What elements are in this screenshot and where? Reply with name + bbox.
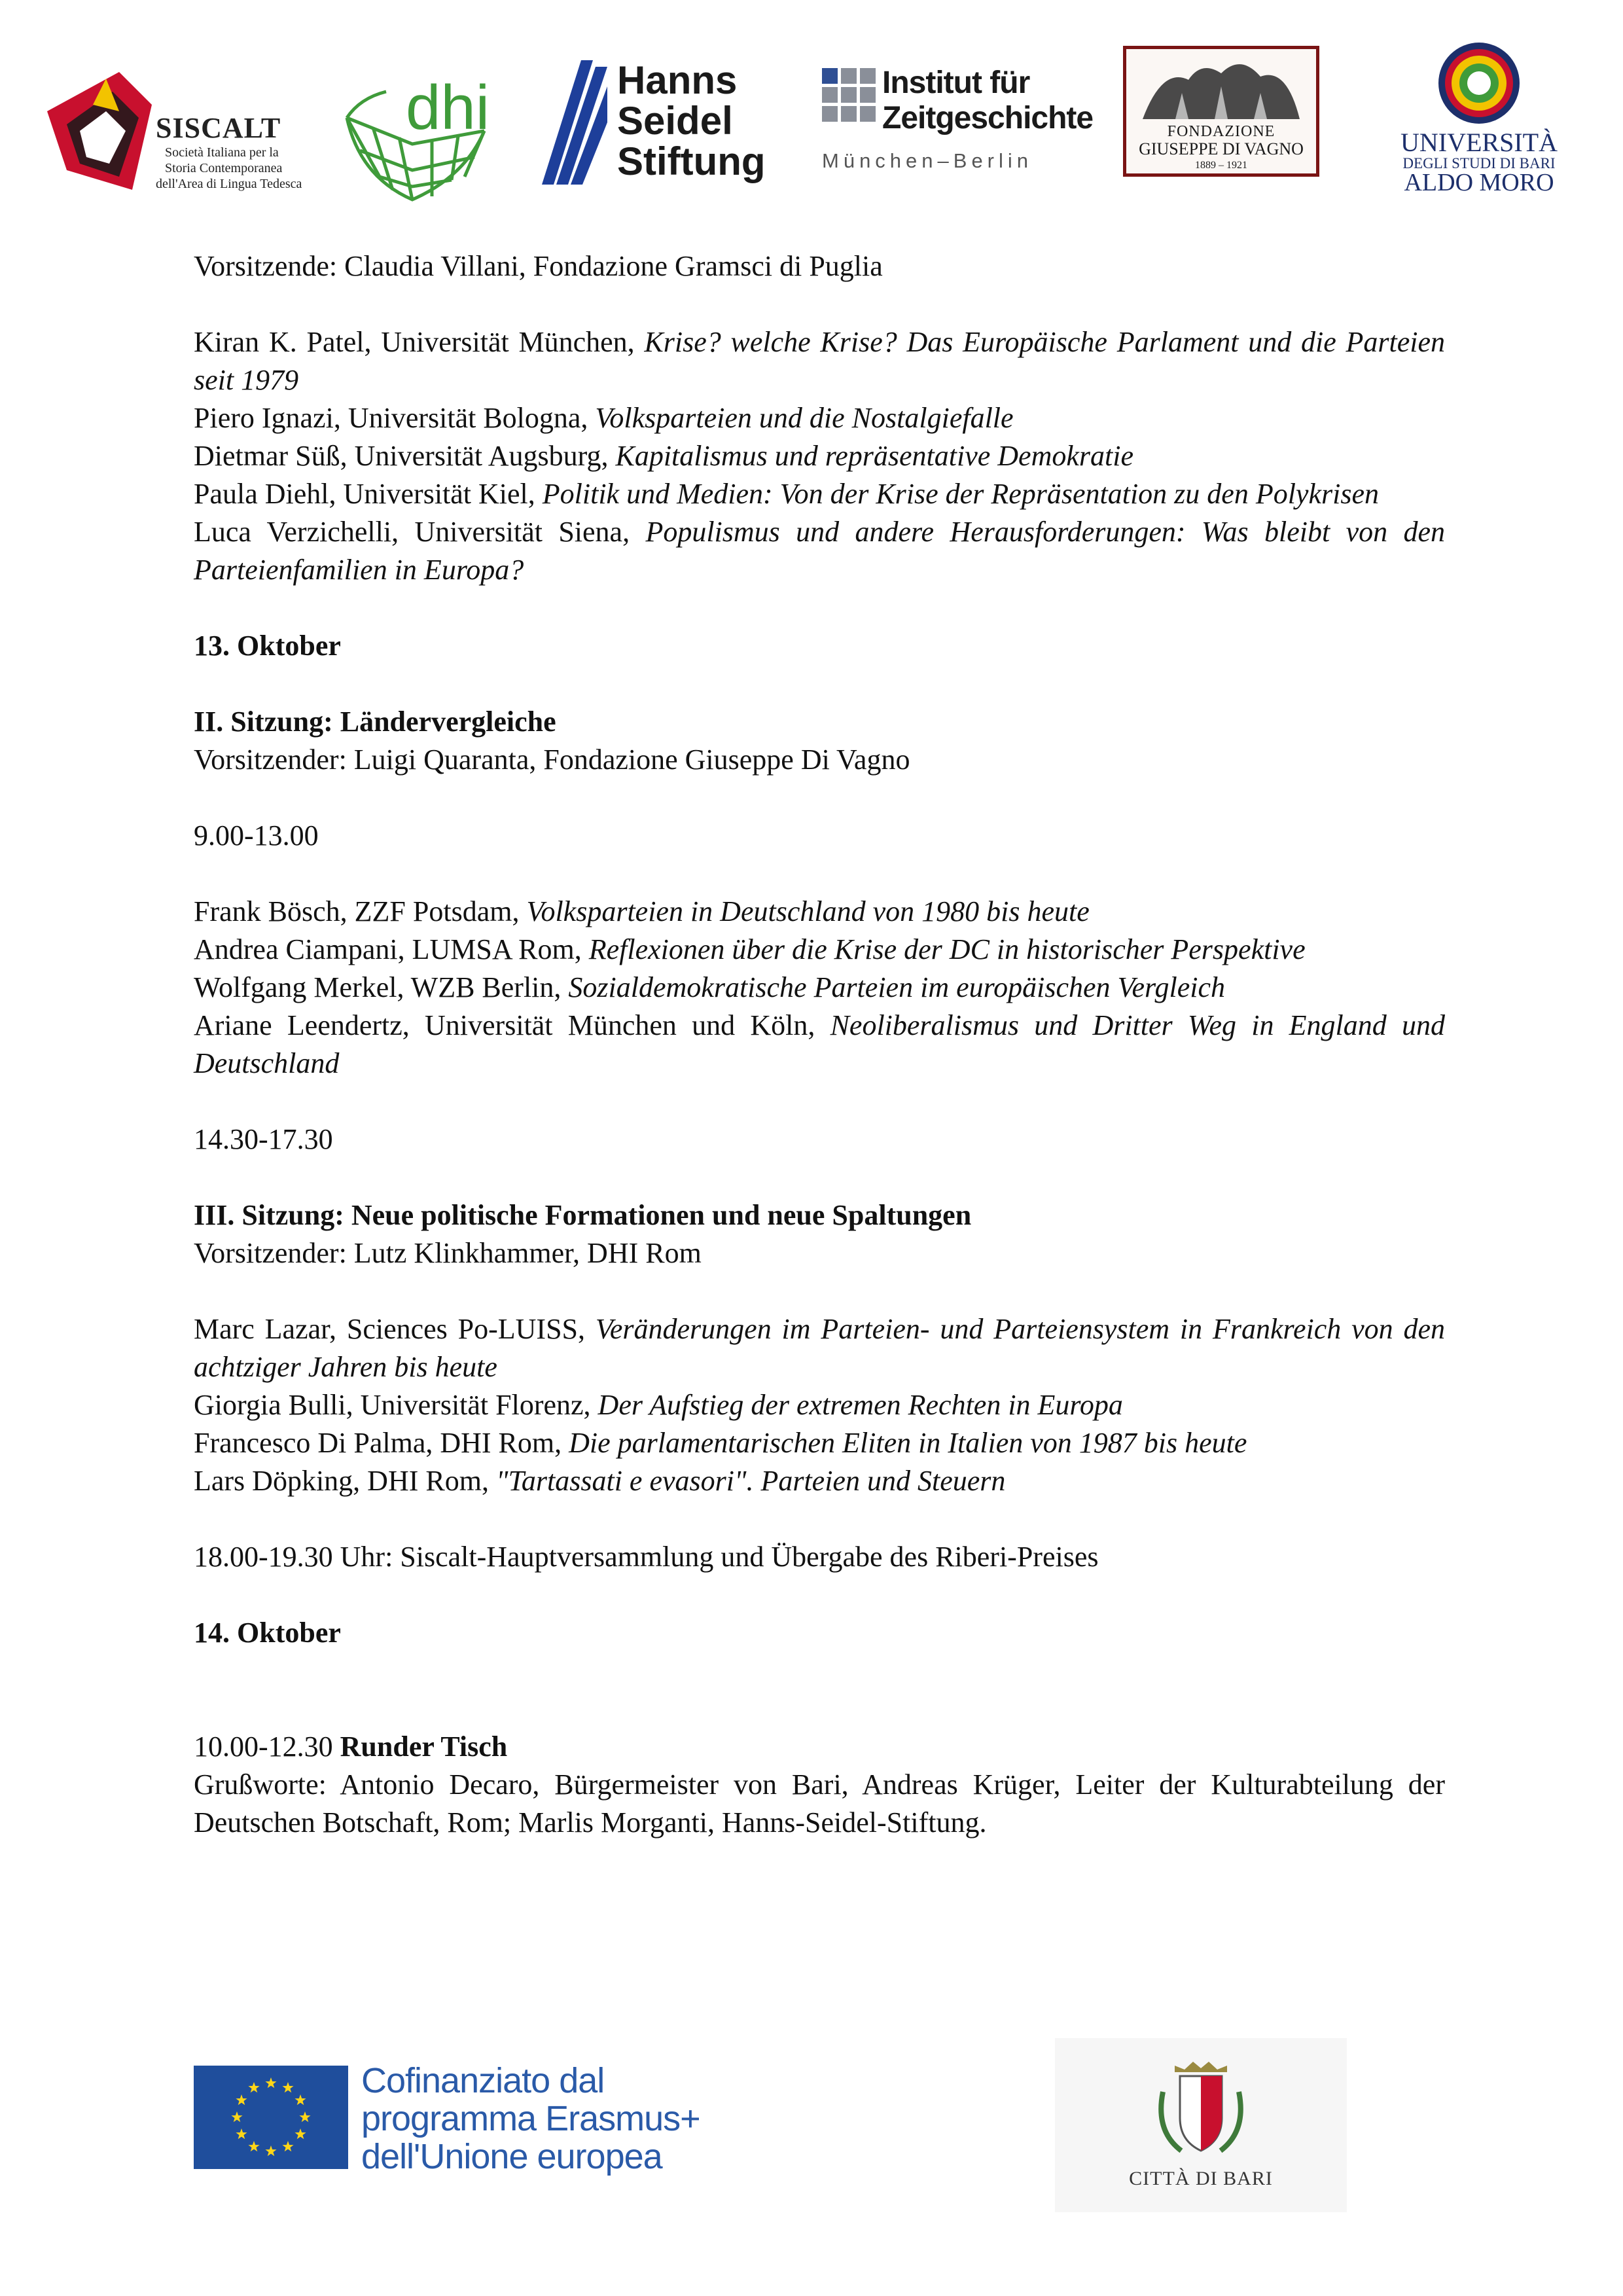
siscalt-subtitle-3: dell'Area di Lingua Tedesca bbox=[156, 177, 302, 191]
talk-entry bbox=[194, 1310, 1445, 1386]
talk-entry bbox=[194, 893, 1445, 931]
uniba-line-3: ALDO MORO bbox=[1404, 169, 1554, 196]
talk-entry bbox=[194, 437, 1445, 475]
talk-title: Reflexionen über die Krise der DC in historischer Perspektive bbox=[588, 933, 1306, 965]
erasmus-line-3: dell'Unione europea bbox=[361, 2137, 662, 2176]
session-1-talks bbox=[194, 323, 1445, 589]
talk-title: "Tartassati e evasori". Parteien und Steuern bbox=[495, 1465, 1006, 1497]
session-3-chair: Vorsitzender: Lutz Klinkhammer, DHI Rom bbox=[194, 1237, 702, 1269]
talk-title: Neoliberalismus und Dritter Weg in England und Deutschland bbox=[194, 1009, 1445, 1079]
session-2-heading: II. Sitzung: Ländervergleiche bbox=[194, 706, 556, 738]
roundtable-line bbox=[194, 1728, 1445, 1766]
bari-label: CITTÀ DI BARI bbox=[1129, 2168, 1273, 2189]
siscalt-subtitle-1: Società Italiana per la bbox=[165, 145, 279, 160]
session-1-chair: Vorsitzende: Claudia Villani, Fondazione Gramsci di Puglia bbox=[194, 250, 883, 282]
hss-line-1: Hanns bbox=[617, 58, 738, 102]
talk-title: Volksparteien und die Nostalgiefalle bbox=[595, 402, 1014, 434]
erasmus-line-2: programma Erasmus+ bbox=[361, 2099, 700, 2138]
talk-title: Politik und Medien: Von der Krise der Repräsentation zu den Polykrisen bbox=[542, 478, 1379, 510]
talk-title: Die parlamentarischen Eliten in Italien von 1987 bis heute bbox=[569, 1427, 1247, 1459]
roundtable-heading: Runder Tisch bbox=[340, 1731, 508, 1763]
talk-speaker: Francesco Di Palma, DHI Rom, bbox=[194, 1427, 569, 1459]
session-2-talks bbox=[194, 893, 1445, 1083]
talk-speaker: Wolfgang Merkel, WZB Berlin, bbox=[194, 971, 569, 1003]
hss-line-2: Seidel bbox=[617, 99, 733, 143]
dhi-logo bbox=[334, 72, 497, 203]
ifz-line-2: Zeitgeschichte bbox=[882, 101, 1094, 135]
vagno-line-1: FONDAZIONE bbox=[1167, 123, 1275, 140]
talk-entry bbox=[194, 1386, 1445, 1424]
uniba-logo bbox=[1381, 41, 1577, 196]
hss-line-3: Stiftung bbox=[617, 139, 766, 183]
session-3-time: 14.30-17.30 bbox=[194, 1123, 333, 1155]
ifz-line-1: Institut für bbox=[882, 65, 1030, 100]
talk-title: Volksparteien in Deutschland von 1980 bis heute bbox=[526, 895, 1090, 927]
vagno-logo bbox=[1123, 46, 1326, 183]
talk-entry bbox=[194, 969, 1445, 1007]
ifz-grid-icon bbox=[822, 68, 876, 137]
siscalt-name: SISCALT bbox=[156, 112, 281, 144]
siscalt-subtitle-2: Storia Contemporanea bbox=[165, 161, 283, 175]
talk-entry bbox=[194, 323, 1445, 399]
talk-title: Veränderungen im Parteien- und Parteiensystem in Frankreich von den achtziger Jahren bis heute bbox=[194, 1313, 1445, 1383]
erasmus-line-1: Cofinanziato dal bbox=[361, 2061, 605, 2100]
talk-entry bbox=[194, 513, 1445, 589]
talk-entry bbox=[194, 931, 1445, 969]
talk-speaker: Ariane Leendertz, Universität München und Köln, bbox=[194, 1009, 830, 1041]
vagno-line-2: GIUSEPPE DI VAGNO bbox=[1139, 139, 1304, 158]
vagno-years: 1889 – 1921 bbox=[1195, 160, 1247, 171]
talk-speaker: Paula Diehl, Universität Kiel, bbox=[194, 478, 543, 510]
session-2-time: 9.00-13.00 bbox=[194, 819, 319, 852]
talk-entry bbox=[194, 399, 1445, 437]
talk-title: Der Aufstieg der extremen Rechten in Europa bbox=[597, 1389, 1123, 1421]
talk-speaker: Giorgia Bulli, Universität Florenz, bbox=[194, 1389, 598, 1421]
talk-title: Kapitalismus und repräsentative Demokratie bbox=[615, 440, 1133, 472]
talk-speaker: Dietmar Süß, Universität Augsburg, bbox=[194, 440, 616, 472]
talk-speaker: Kiran K. Patel, Universität München, bbox=[194, 326, 645, 358]
dhi-name: dhi bbox=[406, 73, 490, 143]
talk-title: Krise? welche Krise? Das Europäische Parlament und die Parteien seit 1979 bbox=[194, 326, 1445, 396]
day-heading-13: 13. Oktober bbox=[194, 630, 341, 662]
siscalt-logo-icon bbox=[41, 65, 158, 196]
session-2-chair: Vorsitzender: Luigi Quaranta, Fondazione Giuseppe Di Vagno bbox=[194, 744, 910, 776]
assembly-line: 18.00-19.30 Uhr: Siscalt-Hauptversammlung und Übergabe des Riberi-Preises bbox=[194, 1541, 1099, 1573]
siscalt-logo bbox=[41, 65, 302, 196]
roundtable-time: 10.00-12.30 bbox=[194, 1731, 340, 1763]
uniba-line-1: UNIVERSITÀ bbox=[1400, 128, 1558, 157]
talk-speaker: Marc Lazar, Sciences Po-LUISS, bbox=[194, 1313, 596, 1345]
hss-logo bbox=[542, 60, 777, 191]
talk-title: Populismus und andere Herausforderungen: Was bleibt von den Parteienfamilien in Europa? bbox=[194, 516, 1445, 586]
talk-title: Sozialdemokratische Parteien im europäischen Vergleich bbox=[568, 971, 1226, 1003]
talk-speaker: Andrea Ciampani, LUMSA Rom, bbox=[194, 933, 589, 965]
citta-di-bari-logo bbox=[1055, 2038, 1347, 2212]
bari-coat-of-arms-icon bbox=[1155, 2053, 1247, 2164]
talk-entry bbox=[194, 1424, 1445, 1462]
talk-speaker: Luca Verzichelli, Universität Siena, bbox=[194, 516, 646, 548]
talk-entry bbox=[194, 1007, 1445, 1083]
talk-entry bbox=[194, 475, 1445, 513]
ifz-city: München–Berlin bbox=[822, 149, 1033, 172]
erasmus-cofunding-text bbox=[361, 2062, 728, 2176]
talk-entry bbox=[194, 1462, 1445, 1500]
ifz-logo bbox=[822, 65, 1094, 183]
hss-stripes-icon bbox=[542, 60, 607, 185]
program-content bbox=[194, 247, 1445, 1842]
uniba-seal-icon bbox=[1436, 41, 1522, 126]
day-heading-14: 14. Oktober bbox=[194, 1617, 341, 1649]
eu-flag-icon bbox=[194, 2066, 348, 2169]
session-3-heading: III. Sitzung: Neue politische Formationen und neue Spaltungen bbox=[194, 1199, 972, 1231]
uniba-line-2: DEGLI STUDI DI BARI bbox=[1402, 155, 1556, 171]
greetings: Grußworte: Antonio Decaro, Bürgermeister von Bari, Andreas Krüger, Leiter der Kulturabteilung der Deutschen Botschaft, Rom; Marlis Morganti, Hanns-Seidel-Stiftung. bbox=[194, 1768, 1445, 1839]
session-3-talks bbox=[194, 1310, 1445, 1500]
talk-speaker: Piero Ignazi, Universität Bologna, bbox=[194, 402, 596, 434]
vagno-emblem-icon bbox=[1136, 54, 1306, 126]
talk-speaker: Frank Bösch, ZZF Potsdam, bbox=[194, 895, 527, 927]
talk-speaker: Lars Döpking, DHI Rom, bbox=[194, 1465, 496, 1497]
